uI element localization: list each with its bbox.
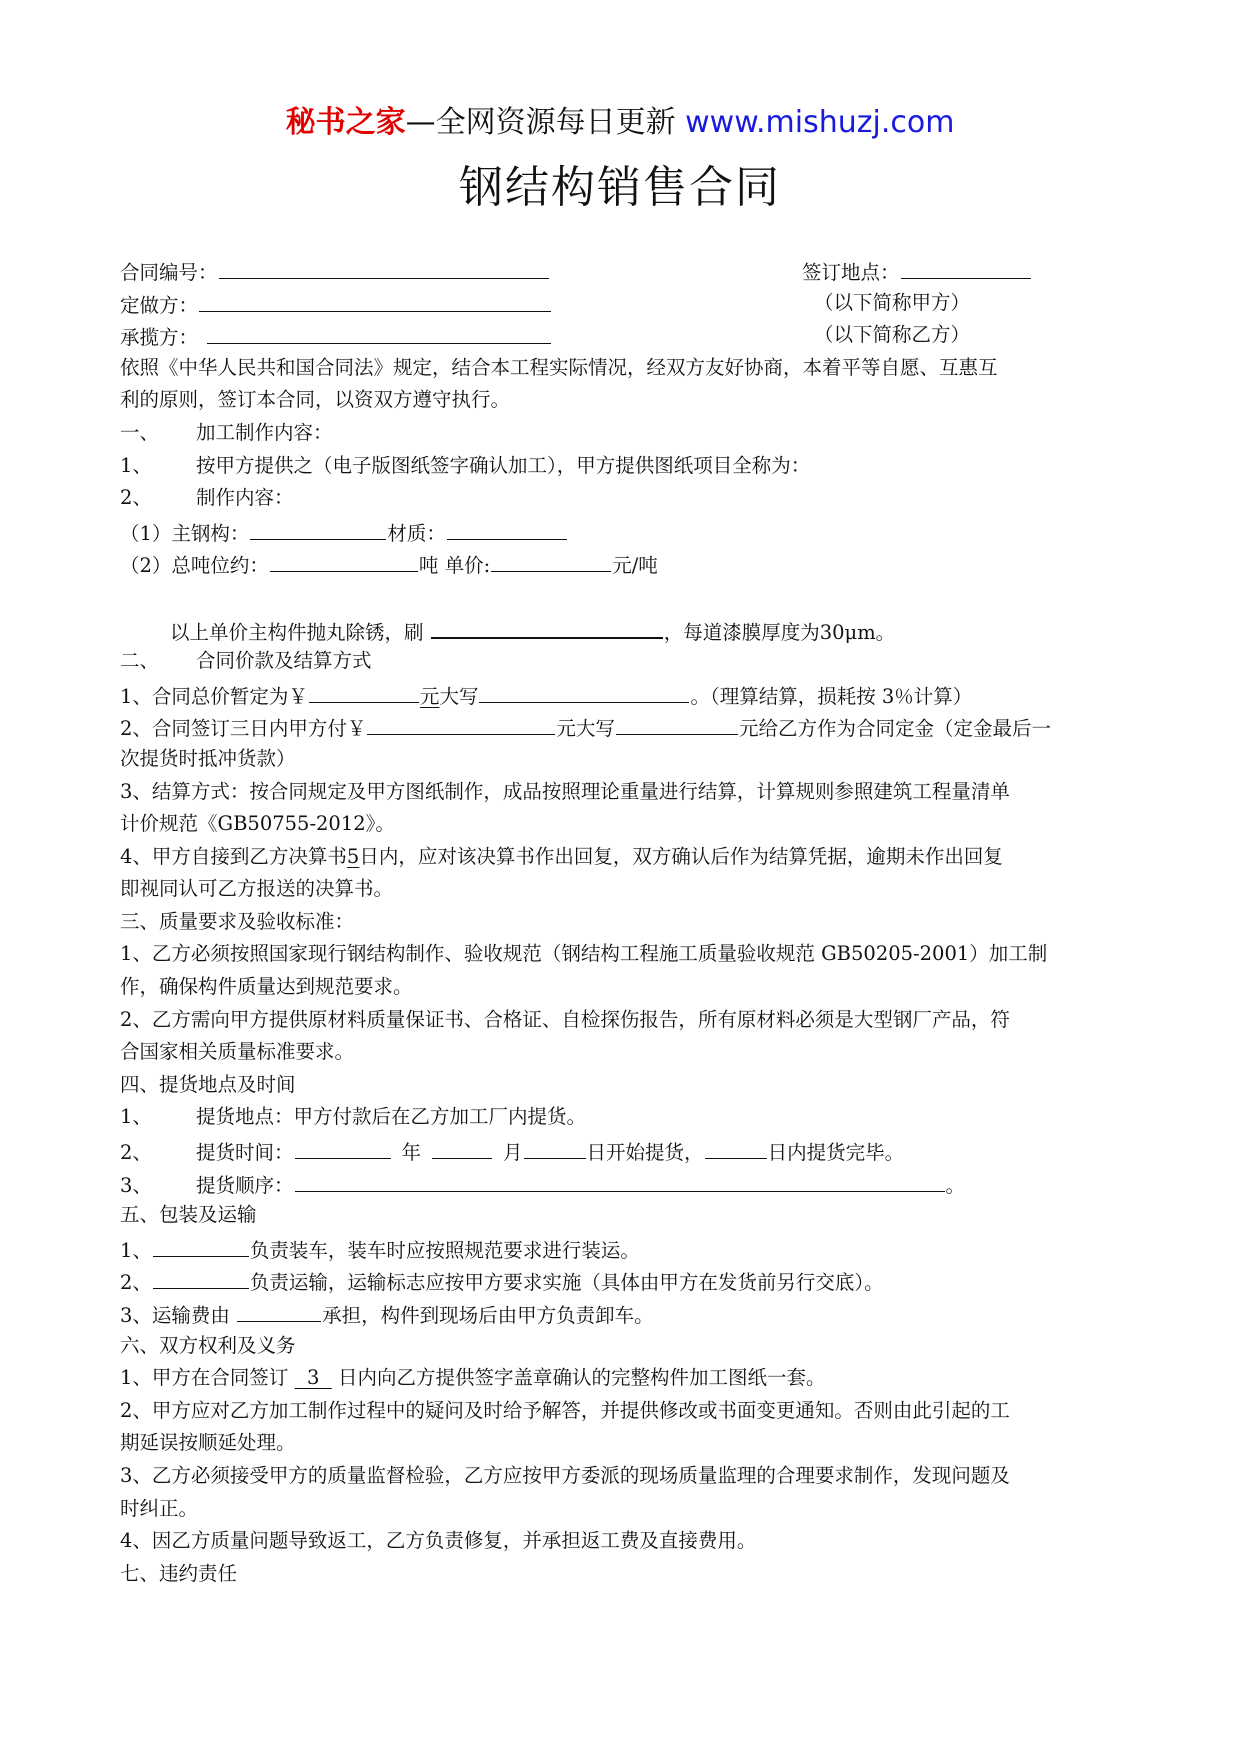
section-3-heading: 三、质量要求及验收标准： <box>120 909 355 933</box>
section-7-heading: 七、违约责任 <box>120 1561 238 1585</box>
contract-no-line <box>120 254 1125 287</box>
total-price-line: 1、合同总价暂定为￥ 元大写 。（理算结算，损耗按 3％计算） <box>120 678 1125 711</box>
site-banner <box>0 102 1240 144</box>
banner-tagline: —全网资源每日更新 <box>405 105 686 140</box>
main-steel-blank[interactable] <box>250 515 386 540</box>
section-1-item-1: 1、 按甲方提供之（电子版图纸签字确认加工），甲方提供图纸项目全称为： <box>120 453 811 477</box>
tonnage-blank[interactable] <box>270 547 418 572</box>
contract-no-blank[interactable] <box>219 254 549 279</box>
section-4-heading: 四、提货地点及时间 <box>120 1072 296 1096</box>
rights-line-4: 时纠正。 <box>120 1496 199 1520</box>
banner-brand: 秘书之家 <box>285 105 406 140</box>
party-a-label: 定做方： <box>120 293 199 317</box>
sign-place-label: 签订地点： <box>802 261 900 284</box>
rights-line-5: 4、因乙方质量问题导致返工，乙方负责修复，并承担返工费及直接费用。 <box>120 1529 757 1553</box>
pickup-time-line: 2、 提货时间： 年 月 日开始提货， 日内提货完毕。 <box>120 1134 1125 1167</box>
pickup-order-line: 3、 提货顺序： 。 <box>120 1167 1125 1200</box>
total-price-words-blank[interactable] <box>479 678 689 703</box>
main-steel-line: （1）主钢构： 材质： <box>120 515 1125 548</box>
pickup-place-line: 1、 提货地点：甲方付款后在乙方加工厂内提货。 <box>120 1105 587 1129</box>
pickup-order-blank[interactable] <box>295 1167 945 1192</box>
deposit-line-2: 次提货时抵冲货款） <box>120 746 296 770</box>
section-2-heading: 二、 合同价款及结算方式 <box>120 649 372 673</box>
freight-line: 3、运输费由 承担，构件到现场后由甲方负责卸车。 <box>120 1297 1125 1330</box>
quality-line-1: 1、乙方必须按照国家现行钢结构制作、验收规范（钢结构工程施工质量验收规范 GB50205-2001）加工制 <box>120 942 1048 966</box>
sign-place-field <box>802 254 1032 290</box>
intro-line-2: 利的原则，签订本合同，以资双方遵守执行。 <box>120 388 511 412</box>
freight-party-blank[interactable] <box>237 1297 321 1322</box>
paint-blank[interactable] <box>431 613 663 639</box>
transport-party-blank[interactable] <box>153 1264 249 1289</box>
pickup-duration-blank[interactable] <box>705 1134 767 1159</box>
deposit-words-blank[interactable] <box>616 710 738 735</box>
deposit-amount-blank[interactable] <box>367 710 555 735</box>
loading-line: 1、 负责装车，装车时应按照规范要求进行装运。 <box>120 1232 1125 1265</box>
material-blank[interactable] <box>447 515 567 540</box>
reply-line-2: 即视同认可乙方报送的决算书。 <box>120 877 394 901</box>
party-a-line <box>120 287 1125 320</box>
intro-line-1: 依照《中华人民共和国合同法》规定，结合本工程实际情况，经双方友好协商，本着平等自愿、互惠互 <box>120 355 998 379</box>
coating-line: 以上单价主构件抛丸除锈，刷 ，每道漆膜厚度为30μm。 <box>120 613 1125 646</box>
document-title: 钢结构销售合同 <box>459 162 781 213</box>
tonnage-line: （2）总吨位约： 吨 单价: 元/吨 <box>120 547 1125 580</box>
party-a-note: （以下简称甲方） <box>814 290 971 314</box>
party-b-blank[interactable] <box>207 319 551 344</box>
pickup-year-blank[interactable] <box>295 1134 391 1159</box>
transport-line: 2、 负责运输，运输标志应按甲方要求实施（具体由甲方在发货前另行交底）。 <box>120 1264 1125 1297</box>
party-b-note: （以下简称乙方） <box>814 323 971 347</box>
section-5-heading: 五、包装及运输 <box>120 1203 257 1227</box>
drawings-line: 1、甲方在合同签订 3 日内向乙方提供签字盖章确认的完整构件加工图纸一套。 <box>120 1366 826 1390</box>
party-b-line <box>120 319 1125 352</box>
section-6-heading: 六、双方权利及义务 <box>120 1333 296 1357</box>
quality-line-4: 合国家相关质量标准要求。 <box>120 1040 355 1064</box>
pickup-month-blank[interactable] <box>432 1134 492 1159</box>
settlement-line-2: 计价规范《GB50755-2012》。 <box>120 812 395 836</box>
reply-line-1: 4、甲方自接到乙方决算书5日内，应对该决算书作出回复，双方确认后作为结算凭据，逾期未作出回复 <box>120 844 1003 868</box>
sign-place-blank[interactable] <box>901 254 1031 279</box>
section-1-item-2: 2、 制作内容： <box>120 486 294 510</box>
quality-line-3: 2、乙方需向甲方提供原材料质量保证书、合格证、自检探伤报告，所有原材料必须是大型钢厂产品，符 <box>120 1007 1010 1031</box>
contract-no-label: 合同编号： <box>120 261 218 284</box>
contract-body <box>120 254 1125 1590</box>
banner-url[interactable]: www.mishuzj.com <box>685 105 955 140</box>
section-1-heading: 一、 加工制作内容： <box>120 420 333 444</box>
unit-price-blank[interactable] <box>491 547 611 572</box>
settlement-line-1: 3、结算方式：按合同规定及甲方图纸制作，成品按照理论重量进行结算，计算规则参照建筑工程量清单 <box>120 779 1010 803</box>
rights-line-2: 期延误按顺延处理。 <box>120 1431 296 1455</box>
loading-party-blank[interactable] <box>153 1232 249 1257</box>
total-price-blank[interactable] <box>309 678 419 703</box>
rights-line-3: 3、乙方必须接受甲方的质量监督检验，乙方应按甲方委派的现场质量监理的合理要求制作，发现问题及 <box>120 1463 1010 1487</box>
pickup-day-blank[interactable] <box>524 1134 586 1159</box>
drawings-days: 3 <box>294 1366 332 1390</box>
reply-days: 5 <box>346 844 360 868</box>
rights-line-1: 2、甲方应对乙方加工制作过程中的疑问及时给予解答，并提供修改或书面变更通知。否则由此引起的工 <box>120 1398 1010 1422</box>
party-b-label: 承揽方： <box>120 326 199 350</box>
deposit-line: 2、合同签订三日内甲方付￥ 元大写 元给乙方作为合同定金（定金最后一 <box>120 710 1125 743</box>
party-a-blank[interactable] <box>199 287 551 312</box>
quality-line-2: 作，确保构件质量达到规范要求。 <box>120 975 413 999</box>
